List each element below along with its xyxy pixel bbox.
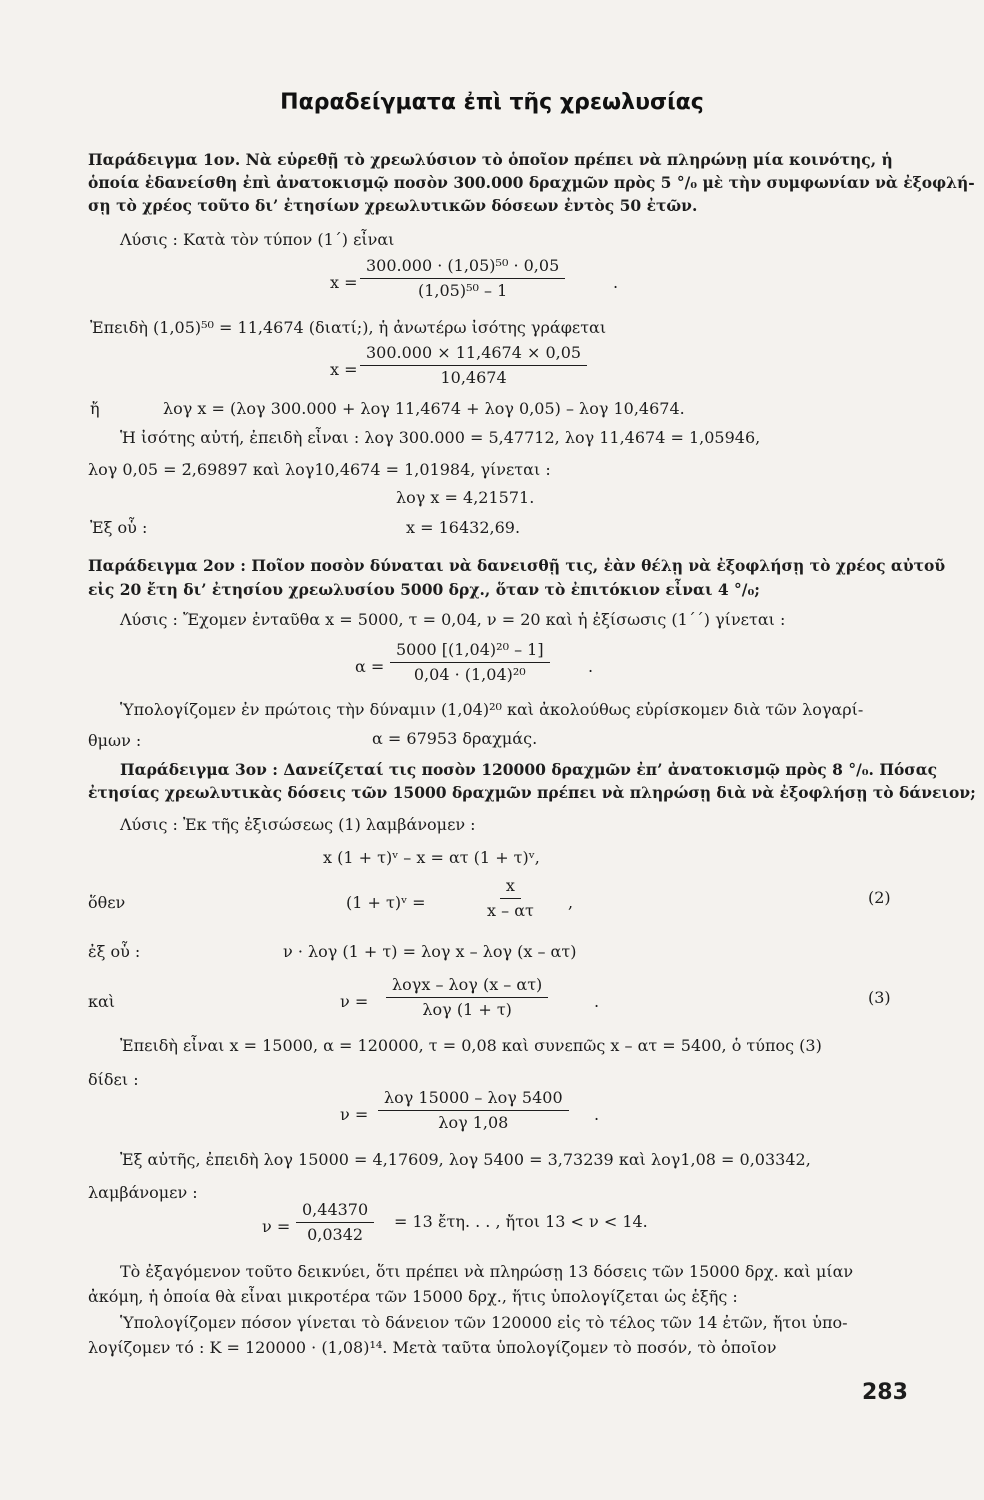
formula-end: . bbox=[594, 1105, 600, 1124]
hence-label: ἐξ οὗ : bbox=[88, 942, 141, 961]
page-title: Παραδείγματα ἐπὶ τῆς χρεωλυσίας bbox=[280, 90, 704, 115]
ex3-eq3: ν · λογ (1 + τ) = λογ x – λογ (x – ατ) bbox=[283, 942, 577, 961]
ex3-eq5-fraction bbox=[378, 1088, 569, 1133]
ex1-log-line: λογ x = (λογ 300.000 + λογ 11,4674 + λογ 0,05) – λογ 10,4674. bbox=[163, 399, 685, 418]
ex1-statement-line: Παράδειγμα 1ον. Νὰ εὑρεθῇ τὸ χρεωλύσιον τὸ ὁποῖον πρέπει νὰ πληρώνῃ μία κοινότης, ἡ bbox=[88, 150, 893, 169]
ex1-log005-line: λογ 0,05 = 2̄,69897 καὶ λογ10,4674 = 1,01984, γίνεται : bbox=[88, 460, 551, 479]
fraction-denominator: λογ 1,08 bbox=[438, 1113, 509, 1132]
formula-lhs: ν = bbox=[340, 992, 369, 1011]
ex1-equality-line: Ἡ ἰσότης αὐτή, ἐπειδὴ εἶναι : λογ 300.000 = 5,47712, λογ 11,4674 = 1,05946, bbox=[120, 428, 761, 447]
fraction-numerator: 300.000 × 11,4674 × 0,05 bbox=[360, 343, 587, 366]
fraction-denominator: 0,0342 bbox=[307, 1225, 364, 1244]
page-number: 283 bbox=[862, 1380, 908, 1405]
ex2-calc-line: Ὑπολογίζομεν ἐν πρώτοις τὴν δύναμιν (1,04)²⁰ καὶ ἀκολούθως εὑρίσκομεν διὰ τῶν λογαρί- bbox=[120, 700, 864, 719]
ex1-statement-line: ὁποία ἐδανείσθη ἐπὶ ἀνατοκισμῷ ποσὸν 300.000 δραχμῶν πρὸς 5 °/₀ μὲ τὴν συμφωνίαν νὰ ἐξοφλή- bbox=[88, 173, 975, 192]
fraction-denominator: (1,05)⁵⁰ – 1 bbox=[417, 281, 508, 300]
fraction-denominator: λογ (1 + τ) bbox=[422, 1000, 512, 1019]
ex1-solution-intro: Λύσις : Κατὰ τὸν τύπον (1΄) εἶναι bbox=[120, 230, 395, 249]
equation-number: (2) bbox=[868, 888, 891, 907]
and-label: καὶ bbox=[88, 992, 116, 1011]
equation-number: (3) bbox=[868, 988, 891, 1007]
ex2-calc-label: θμων : bbox=[88, 731, 142, 750]
ex1-x-result: x = 16432,69. bbox=[406, 518, 521, 537]
ex2-statement-line: εἰς 20 ἔτη δι’ ἐτησίου χρεωλυσίου 5000 δρχ., ὅταν τὸ ἐπιτόκιον εἶναι 4 °/₀; bbox=[88, 580, 760, 599]
ex3-eq6-fraction bbox=[296, 1200, 374, 1245]
fraction-numerator: 0,44370 bbox=[296, 1200, 374, 1223]
we-get-label: λαμβάνομεν : bbox=[88, 1183, 198, 1202]
fraction-numerator: x bbox=[500, 876, 521, 899]
ex3-since-line: Ἐπειδὴ εἶναι x = 15000, α = 120000, τ = 0,08 καὶ συνεπῶς x – ατ = 5400, ὁ τύπος (3) bbox=[120, 1036, 822, 1055]
formula-lhs: (1 + τ)ᵛ = bbox=[346, 893, 426, 912]
formula-end: , bbox=[568, 893, 574, 912]
ex3-result-line: Ὑπολογίζομεν πόσον γίνεται τὸ δάνειον τῶν 120000 εἰς τὸ τέλος τῶν 14 ἐτῶν, ἤτοι ὑπο- bbox=[120, 1313, 848, 1332]
fraction-numerator: λογ 15000 – λογ 5400 bbox=[378, 1088, 569, 1111]
formula-lhs: x = bbox=[330, 273, 358, 292]
fraction-denominator: 0,04 · (1,04)²⁰ bbox=[413, 665, 526, 684]
ex2-statement-line: Παράδειγμα 2ον : Ποῖον ποσὸν δύναται νὰ δανεισθῇ τις, ἐὰν θέλῃ νὰ ἐξοφλήσῃ τὸ χρέος αὐτοῦ bbox=[88, 556, 946, 575]
formula-lhs: x = bbox=[330, 360, 358, 379]
ex2-solution: Λύσις : Ἔχομεν ἐνταῦθα x = 5000, τ = 0,04, ν = 20 καὶ ἡ ἐξίσωσις (1΄΄) γίνεται : bbox=[120, 610, 786, 629]
ex3-statement-line: ἐτησίας χρεωλυτικὰς δόσεις τῶν 15000 δραχμῶν πρέπει νὰ πληρώσῃ διὰ νὰ ἐξοφλήσῃ τὸ δάνειον; bbox=[88, 783, 976, 802]
fraction-numerator: 300.000 · (1,05)⁵⁰ · 0,05 bbox=[360, 256, 565, 279]
ex1-logx-result: λογ x = 4,21571. bbox=[396, 488, 535, 507]
fraction-numerator: λογx – λογ (x – ατ) bbox=[386, 975, 548, 998]
ex3-statement-line: Παράδειγμα 3ον : Δανείζεταί τις ποσὸν 120000 δραχμῶν ἐπ’ ἀνατοκισμῷ πρὸς 8 °/₀. Πόσας bbox=[120, 760, 938, 779]
ex3-eq6-rhs: = 13 ἔτη. . . , ἤτοι 13 < ν < 14. bbox=[394, 1212, 648, 1231]
ex3-result-line: ἀκόμη, ἡ ὁποία θὰ εἶναι μικροτέρα τῶν 15000 δρχ., ἥτις ὑπολογίζεται ὡς ἑξῆς : bbox=[88, 1287, 738, 1306]
ex2-formula-fraction bbox=[390, 640, 550, 685]
or-label: ἤ bbox=[90, 399, 100, 418]
formula-lhs: ν = bbox=[262, 1217, 291, 1236]
ex1-since-line: Ἐπειδὴ (1,05)⁵⁰ = 11,4674 (διατί;), ἡ ἀνωτέρω ἰσότης γράφεται bbox=[90, 318, 607, 337]
ex3-result-line: Τὸ ἐξαγόμενον τοῦτο δεικνύει, ὅτι πρέπει νὰ πληρώσῃ 13 δόσεις τῶν 15000 δρχ. καὶ μίαν bbox=[120, 1262, 854, 1281]
formula-end: . bbox=[588, 657, 594, 676]
ex3-eq2-fraction bbox=[487, 876, 534, 921]
ex3-solution: Λύσις : Ἐκ τῆς ἐξισώσεως (1) λαμβάνομεν : bbox=[120, 815, 476, 834]
ex1-formula2-fraction bbox=[360, 343, 587, 388]
formula-end: . bbox=[613, 273, 619, 292]
formula-end: . bbox=[594, 992, 600, 1011]
fraction-denominator: x – ατ bbox=[487, 901, 534, 920]
gives-label: δίδει : bbox=[88, 1070, 139, 1089]
fraction-numerator: 5000 [(1,04)²⁰ – 1] bbox=[390, 640, 550, 663]
formula-lhs: α = bbox=[355, 657, 385, 676]
ex3-logs-line: Ἐξ αὐτῆς, ἐπειδὴ λογ 15000 = 4,17609, λογ 5400 = 3,73239 καὶ λογ1,08 = 0,03342, bbox=[120, 1150, 811, 1169]
ex3-eq4-fraction bbox=[386, 975, 548, 1020]
hence-label: Ἐξ οὗ : bbox=[90, 518, 148, 537]
ex1-formula-fraction bbox=[360, 256, 565, 301]
ex1-statement-line: σῃ τὸ χρέος τοῦτο δι’ ἐτησίων χρεωλυτικῶν δόσεων ἐντὸς 50 ἐτῶν. bbox=[88, 196, 698, 215]
ex3-result-line: λογίζομεν τό : K = 120000 · (1,08)¹⁴. Μετὰ ταῦτα ὑπολογίζομεν τὸ ποσόν, τὸ ὁποῖον bbox=[88, 1338, 777, 1357]
fraction-denominator: 10,4674 bbox=[440, 368, 507, 387]
formula-lhs: ν = bbox=[340, 1105, 369, 1124]
ex2-result: α = 67953 δραχμάς. bbox=[372, 729, 538, 748]
whence-label: ὅθεν bbox=[88, 893, 126, 912]
ex3-eq1: x (1 + τ)ᵛ – x = ατ (1 + τ)ᵛ, bbox=[323, 848, 540, 867]
